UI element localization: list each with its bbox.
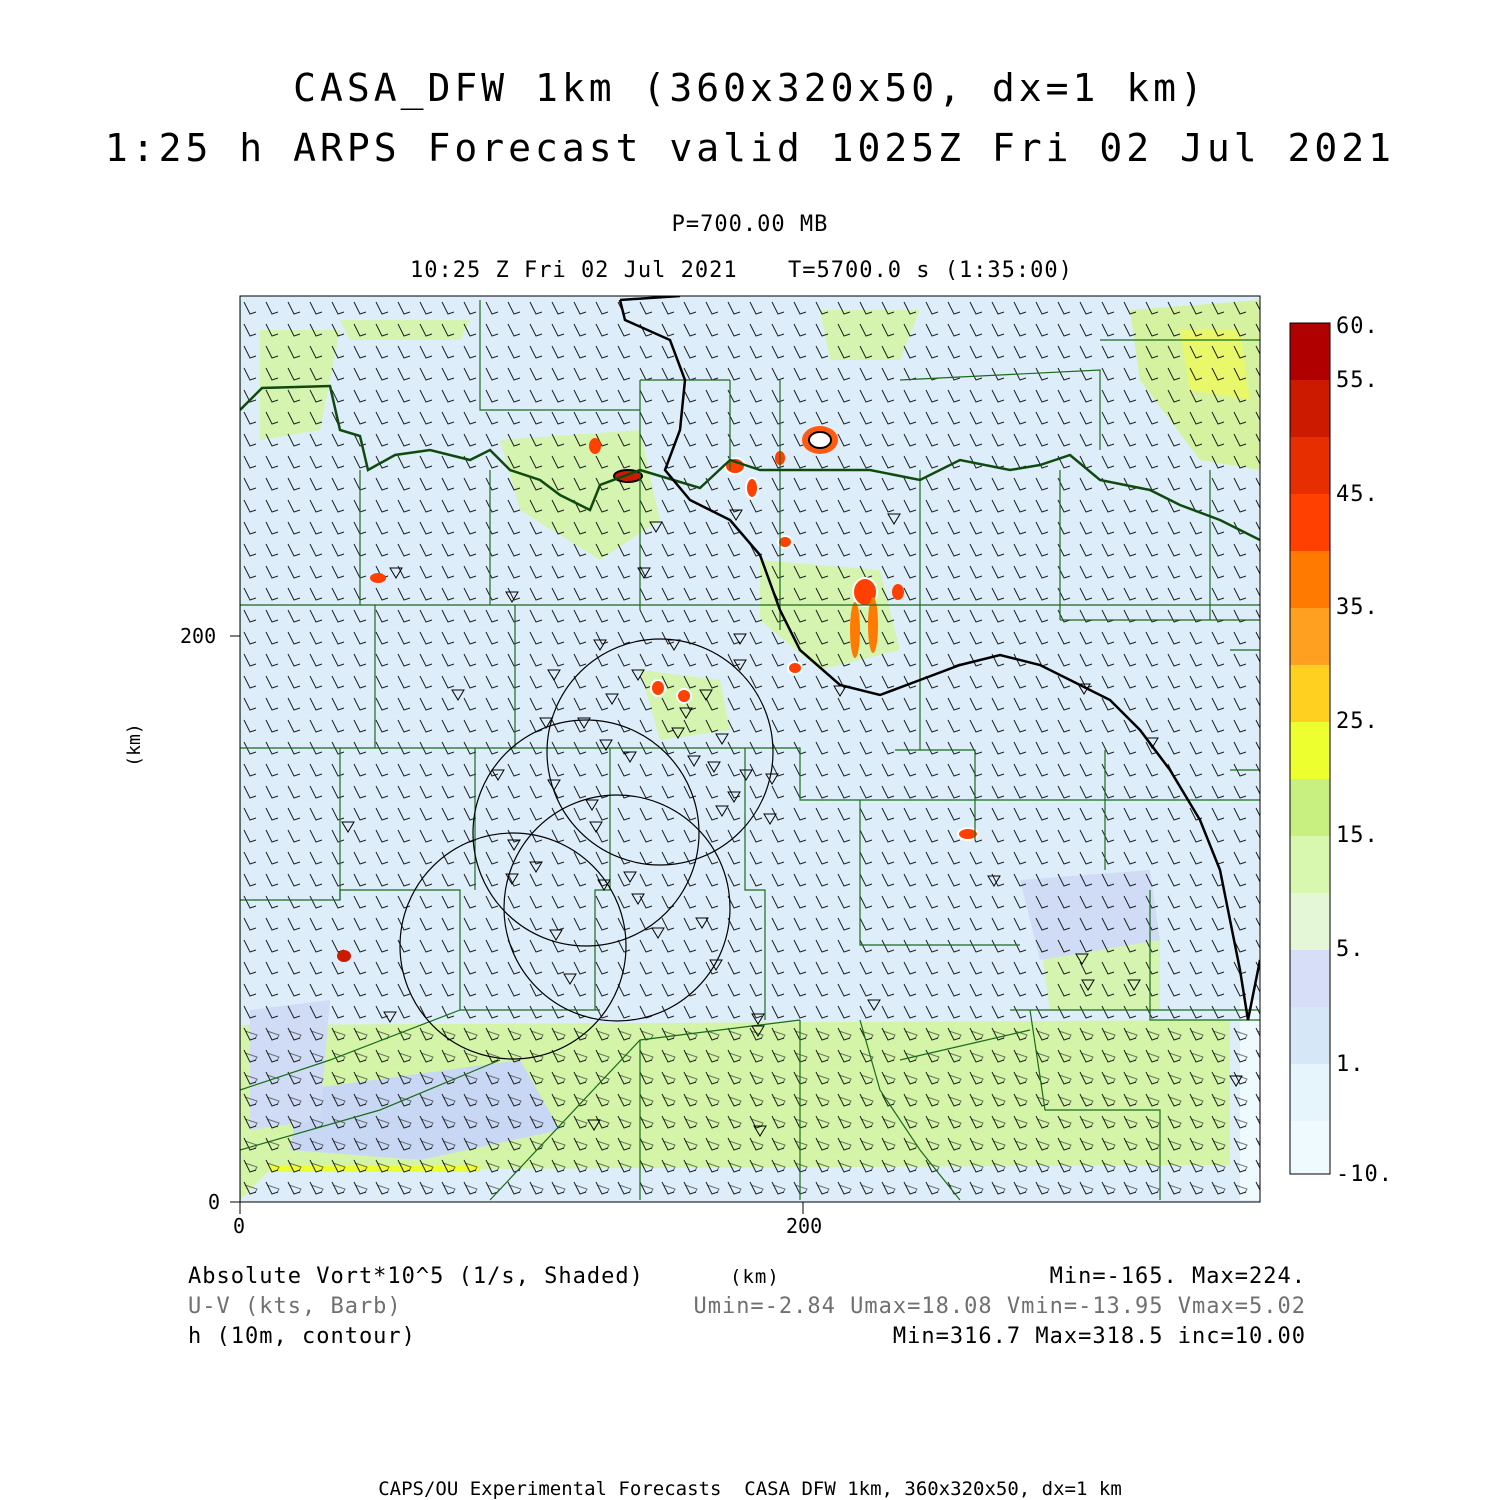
colorbar-label: 55. <box>1336 368 1379 393</box>
colorbar-label: 1. <box>1336 1052 1365 1077</box>
colorbar-swatch <box>1290 836 1330 893</box>
y-tick-0: 0 <box>208 1190 221 1214</box>
vorticity-field <box>240 296 1260 1202</box>
legend-field1-range: Min=-165. Max=224. <box>1049 1264 1306 1289</box>
colorbar-swatch <box>1290 437 1330 494</box>
colorbar-swatch <box>1290 1121 1330 1174</box>
colorbar-swatch <box>1290 893 1330 950</box>
colorbar-label: -10. <box>1336 1162 1393 1187</box>
colorbar-swatch <box>1290 608 1330 665</box>
colorbar-swatch <box>1290 494 1330 551</box>
model-time: T=5700.0 s (1:35:00) <box>788 258 1073 283</box>
colorbar-label: 60. <box>1336 314 1379 339</box>
legend-field1-name: Absolute Vort*10^5 (1/s, Shaded) <box>188 1264 644 1289</box>
colorbar-label: 25. <box>1336 709 1379 734</box>
y-tick-200: 200 <box>180 624 217 648</box>
colorbar <box>1290 323 1330 1174</box>
colorbar-label: 45. <box>1336 482 1379 507</box>
title-line-2: 1:25 h ARPS Forecast valid 1025Z Fri 02 Jul 2021 <box>104 126 1396 170</box>
colorbar-swatch <box>1290 665 1330 722</box>
footer-credit: CAPS/OU Experimental Forecasts CASA DFW 1km, 360x320x50, dx=1 km <box>378 1478 1122 1500</box>
legend-field2-range: Umin=-2.84 Umax=18.08 Vmin=-13.95 Vmax=5.02 <box>693 1294 1306 1319</box>
x-axis-label: (km) <box>730 1266 780 1288</box>
colorbar-swatch <box>1290 950 1330 1007</box>
colorbar-label: 5. <box>1336 937 1365 962</box>
colorbar-label: 35. <box>1336 595 1379 620</box>
legend-field3-name: h (10m, contour) <box>188 1324 416 1349</box>
valid-time: 10:25 Z Fri 02 Jul 2021 <box>410 258 738 283</box>
colorbar-swatch <box>1290 722 1330 779</box>
y-axis-label: (km) <box>124 723 145 767</box>
colorbar-swatch <box>1290 779 1330 836</box>
colorbar-swatch <box>1290 323 1330 380</box>
x-tick-200: 200 <box>786 1214 823 1238</box>
x-tick-0: 0 <box>233 1214 246 1238</box>
title-line-1: CASA_DFW 1km (360x320x50, dx=1 km) <box>293 66 1207 110</box>
colorbar-swatch <box>1290 551 1330 608</box>
legend-field3-range: Min=316.7 Max=318.5 inc=10.00 <box>892 1324 1306 1349</box>
legend-field2-name: U-V (kts, Barb) <box>188 1294 402 1319</box>
colorbar-label: 15. <box>1336 823 1379 848</box>
pressure-level: P=700.00 MB <box>671 212 829 237</box>
colorbar-swatch <box>1290 1064 1330 1121</box>
colorbar-swatch <box>1290 380 1330 437</box>
colorbar-swatch <box>1290 1007 1330 1064</box>
